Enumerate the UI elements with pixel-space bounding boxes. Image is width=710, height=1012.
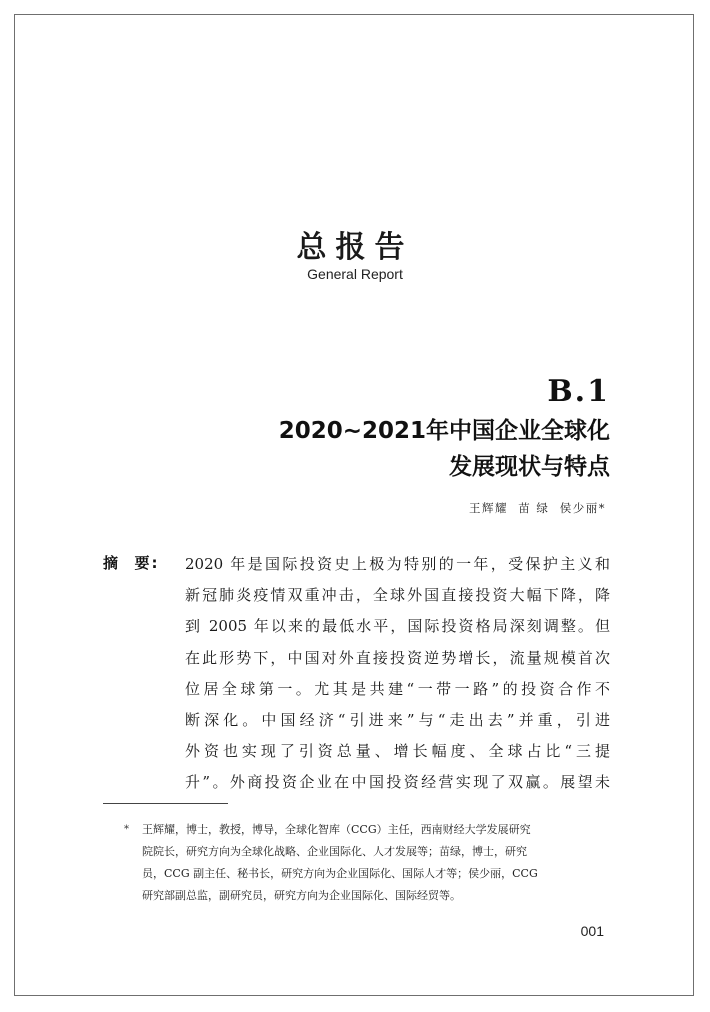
abstract-line: 断深化。中国经济“引进来”与“走出去”并重，引进 bbox=[185, 711, 610, 730]
abstract-line: 外资也实现了引资总量、增长幅度、全球占比“三提 bbox=[185, 742, 610, 761]
abstract-line: 升”。外商投资企业在中国投资经营实现了双赢。展望未 bbox=[185, 773, 610, 792]
abstract-line: 2020 年是国际投资史上极为特别的一年，受保护主义和 bbox=[185, 555, 610, 573]
abstract-line: 到 2005 年以来的最低水平，国际投资格局深刻调整。但 bbox=[185, 617, 610, 636]
abstract-line: 在此形势下，中国对外直接投资逆势增长，流量规模首次 bbox=[185, 648, 610, 667]
footnote-divider bbox=[103, 803, 228, 804]
page-number: 001 bbox=[580, 923, 604, 939]
section-subtitle: General Report bbox=[307, 266, 403, 282]
footnote bbox=[142, 819, 608, 907]
chapter-number: B.1 bbox=[547, 374, 610, 409]
footnote-marker: * bbox=[124, 824, 129, 835]
authors: 王辉耀 苗 绿 侯少丽* bbox=[468, 501, 606, 515]
footnote-line: 王辉耀，博士，教授，博导，全球化智库（CCG）主任，西南财经大学发展研究 bbox=[142, 823, 531, 836]
article-title-line: 2020~2021年中国企业全球化 bbox=[278, 418, 610, 444]
abstract-line: 新冠肺炎疫情双重冲击，全球外国直接投资大幅下降，降 bbox=[185, 586, 610, 605]
article-title-line: 发展现状与特点 bbox=[449, 454, 610, 480]
footnote-line: 院院长，研究方向为全球化战略、企业国际化、人才发展等；苗绿，博士，研究 bbox=[142, 845, 527, 858]
section-title: 总报告 bbox=[296, 230, 414, 265]
abstract-body bbox=[185, 549, 610, 799]
article-title bbox=[279, 413, 610, 485]
footnote-line: 研究部副总监，副研究员，研究方向为企业国际化、国际经贸等。 bbox=[142, 889, 461, 902]
abstract-label: 摘 要: bbox=[103, 554, 160, 572]
abstract-line: 位居全球第一。尤其是共建“一带一路”的投资合作不 bbox=[185, 679, 610, 698]
footnote-line: 员，CCG 副主任、秘书长，研究方向为企业国际化、国际人才等；侯少丽，CCG bbox=[142, 867, 538, 880]
